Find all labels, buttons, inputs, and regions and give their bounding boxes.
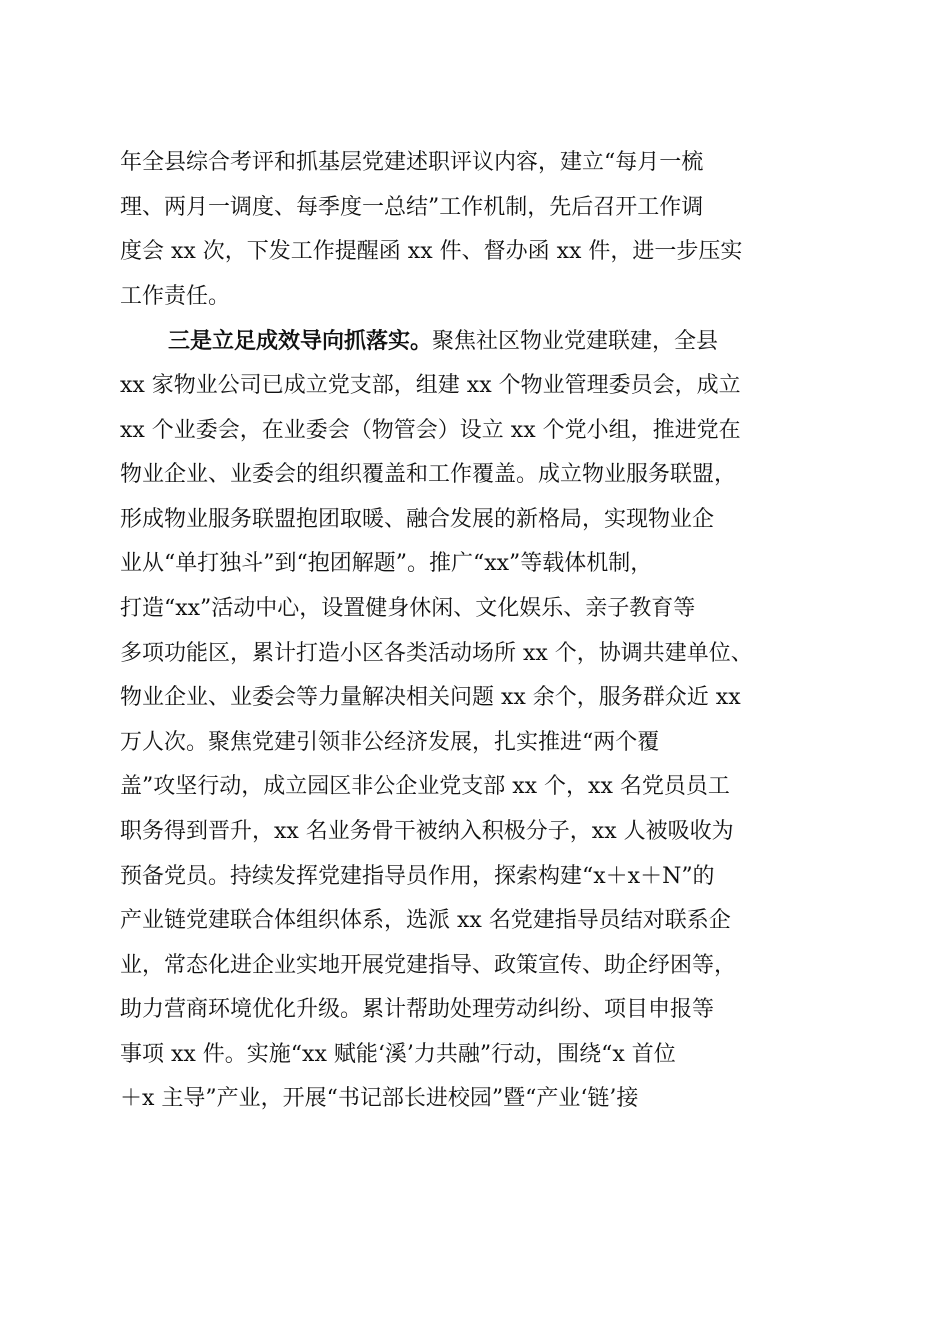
- text-line: 理、两月一调度、每季度一总结”工作机制，先后召开工作调: [120, 194, 704, 220]
- text-line: 万人次。聚焦党建引领非公经济发展，扎实推进“两个覆: [120, 729, 660, 755]
- text-line: xx 个业委会，在业委会（物管会）设立 xx 个党小组，推进党在: [120, 417, 741, 443]
- text-line: xx 家物业公司已成立党支部，组建 xx 个物业管理委员会，成立: [120, 372, 741, 398]
- text-line: ＋x 主导”产业，开展“书记部长进校园”暨“产业‘链’接: [120, 1086, 639, 1112]
- text-line: 预备党员。持续发挥党建指导员作用，探索构建“x＋x＋N”的: [120, 863, 715, 889]
- text-line: 业，常态化进企业实地开展党建指导、政策宣传、助企纾困等，: [120, 952, 737, 978]
- text-span: 聚焦社区物业党建联建，全县: [432, 329, 719, 355]
- text-line: 盖”攻坚行动，成立园区非公企业党支部 xx 个，xx 名党员员工: [120, 774, 730, 800]
- paragraph-lead-heading: 三是立足成效导向抓落实。: [168, 328, 433, 355]
- text-line: 物业企业、业委会等力量解决相关问题 xx 余个，服务群众近 xx: [120, 685, 741, 711]
- text-line: 打造“xx”活动中心，设置健身休闲、文化娱乐、亲子教育等: [120, 595, 696, 621]
- text-line: 职务得到晋升，xx 名业务骨干被纳入积极分子，xx 人被吸收为: [120, 818, 734, 844]
- text-line: 产业链党建联合体组织体系，选派 xx 名党建指导员结对联系企: [120, 908, 731, 934]
- text-line: 年全县综合考评和抓基层党建述职评议内容，建立“每月一梳: [120, 150, 704, 175]
- paragraph-continued: [120, 141, 830, 319]
- text-line: 工作责任。: [120, 283, 231, 309]
- document-body: [120, 141, 830, 1122]
- text-line: 助力营商环境优化升级。累计帮助处理劳动纠纷、项目申报等: [120, 997, 715, 1023]
- text-line: 多项功能区，累计打造小区各类活动场所 xx 个，协调共建单位、: [120, 640, 753, 666]
- paragraph-results-oriented: [120, 319, 830, 1122]
- text-line: 业从“单打独斗”到“抱团解题”。推广“xx”等载体机制，: [120, 551, 653, 577]
- text-line: 形成物业服务联盟抱团取暖、融合发展的新格局，实现物业企: [120, 506, 715, 532]
- text-line: 度会 xx 次，下发工作提醒函 xx 件、督办函 xx 件，进一步压实: [120, 239, 743, 265]
- paragraph-first-line: [120, 319, 830, 364]
- text-line: 事项 xx 件。实施“xx 赋能‘溪’力共融”行动，围绕“x 首位: [120, 1041, 676, 1067]
- text-line: 物业企业、业委会的组织覆盖和工作覆盖。成立物业服务联盟，: [120, 462, 737, 488]
